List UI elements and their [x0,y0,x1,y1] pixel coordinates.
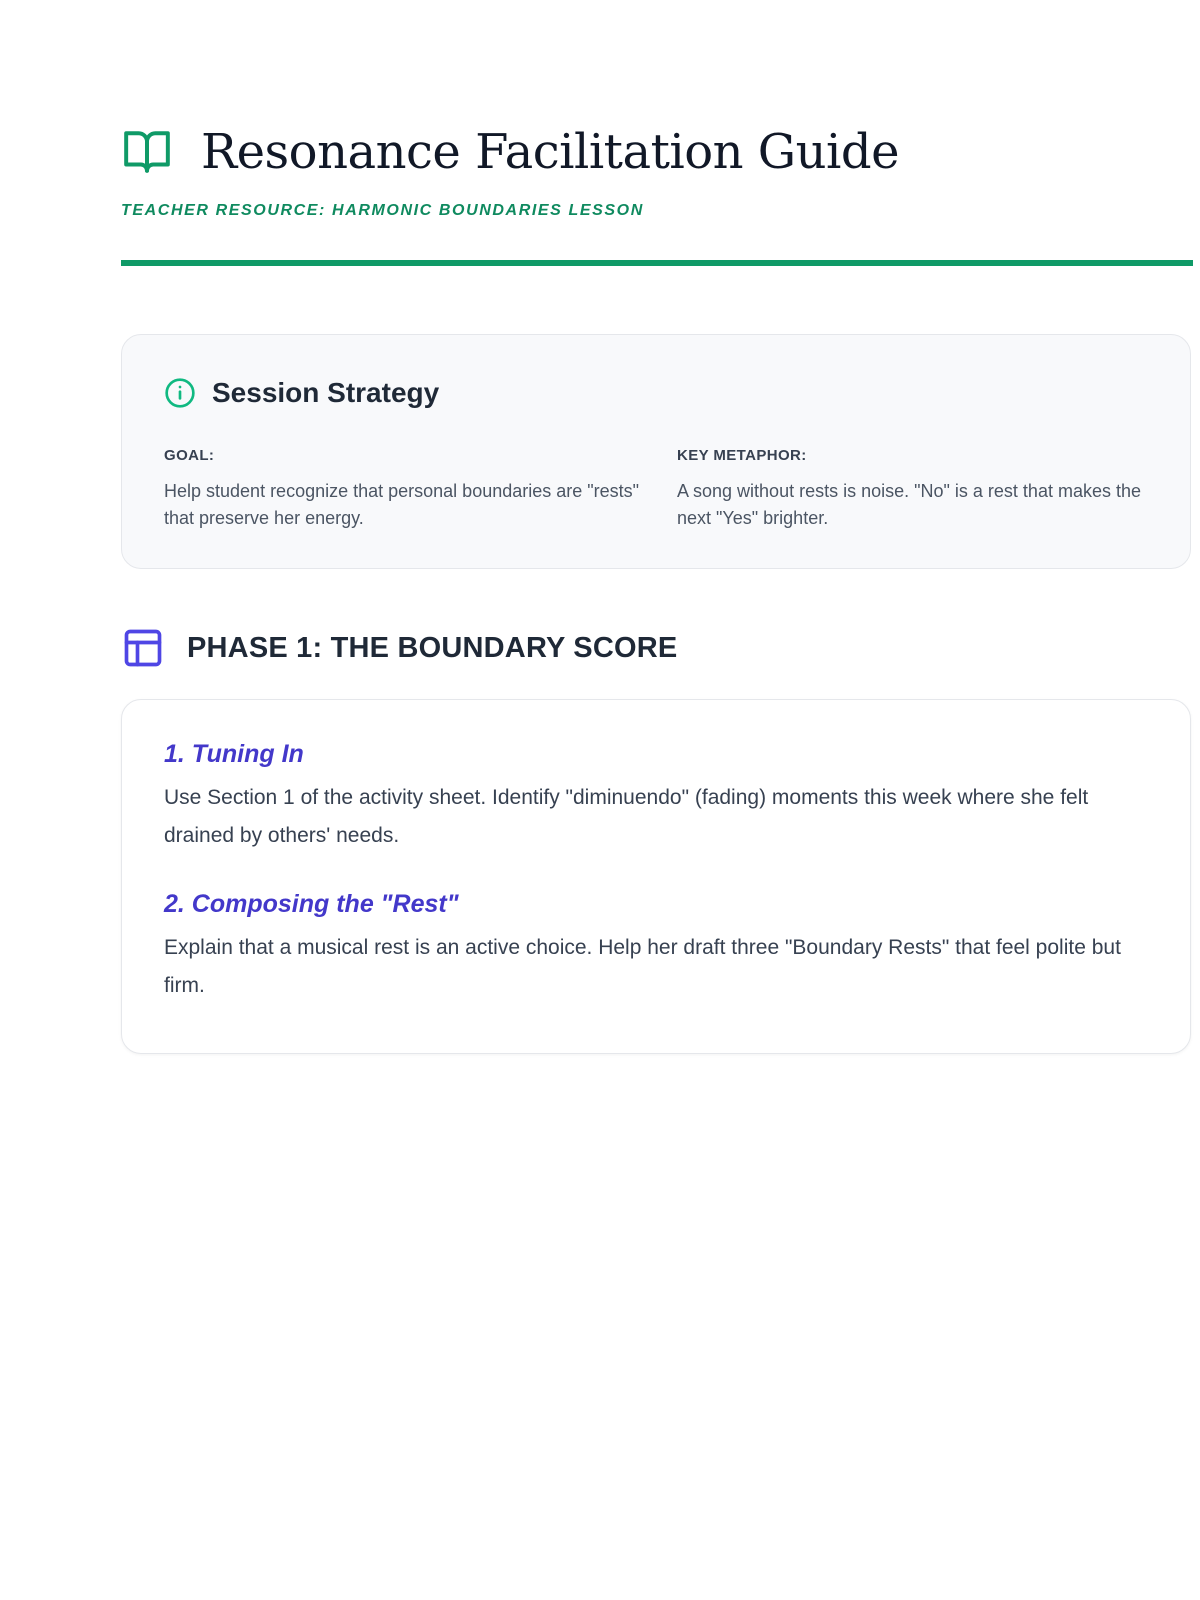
phase-steps-card [121,699,1191,1054]
phase-header [121,626,677,670]
layout-icon [121,626,165,670]
step-text: Use Section 1 of the activity sheet. Identify "diminuendo" (fading) moments this week where she felt drained by others' needs. [164,786,1089,847]
book-open-icon [121,126,173,178]
strategy-title: Session Strategy [212,377,440,408]
phase-title: PHASE 1: THE BOUNDARY SCORE [187,631,678,664]
step-text: Explain that a musical rest is an active choice. Help her draft three "Boundary Rests" that feel polite but firm. [164,936,1121,997]
goal-label: GOAL: [164,447,215,464]
metaphor-label: KEY METAPHOR: [677,447,807,464]
info-circle-icon [164,377,196,409]
title-row [121,122,1193,182]
metaphor-section [677,447,1157,532]
step-title: 1. Tuning In [164,740,304,768]
page-subtitle: TEACHER RESOURCE: HARMONIC BOUNDARIES LESSON [121,202,644,219]
goal-text: Help student recognize that personal boundaries are "rests" that preserve her energy. [164,481,640,528]
page-header [121,122,1193,220]
goal-section [164,447,644,532]
metaphor-text: A song without rests is noise. "No" is a rest that makes the next "Yes" brighter. [677,481,1141,528]
strategy-card-header [164,377,439,409]
step-item [164,740,1154,855]
step-item [164,890,1154,1005]
page-title: Resonance Facilitation Guide [201,124,900,180]
step-title: 2. Composing the "Rest" [164,890,459,918]
header-divider [121,260,1193,266]
session-strategy-card [121,334,1191,569]
